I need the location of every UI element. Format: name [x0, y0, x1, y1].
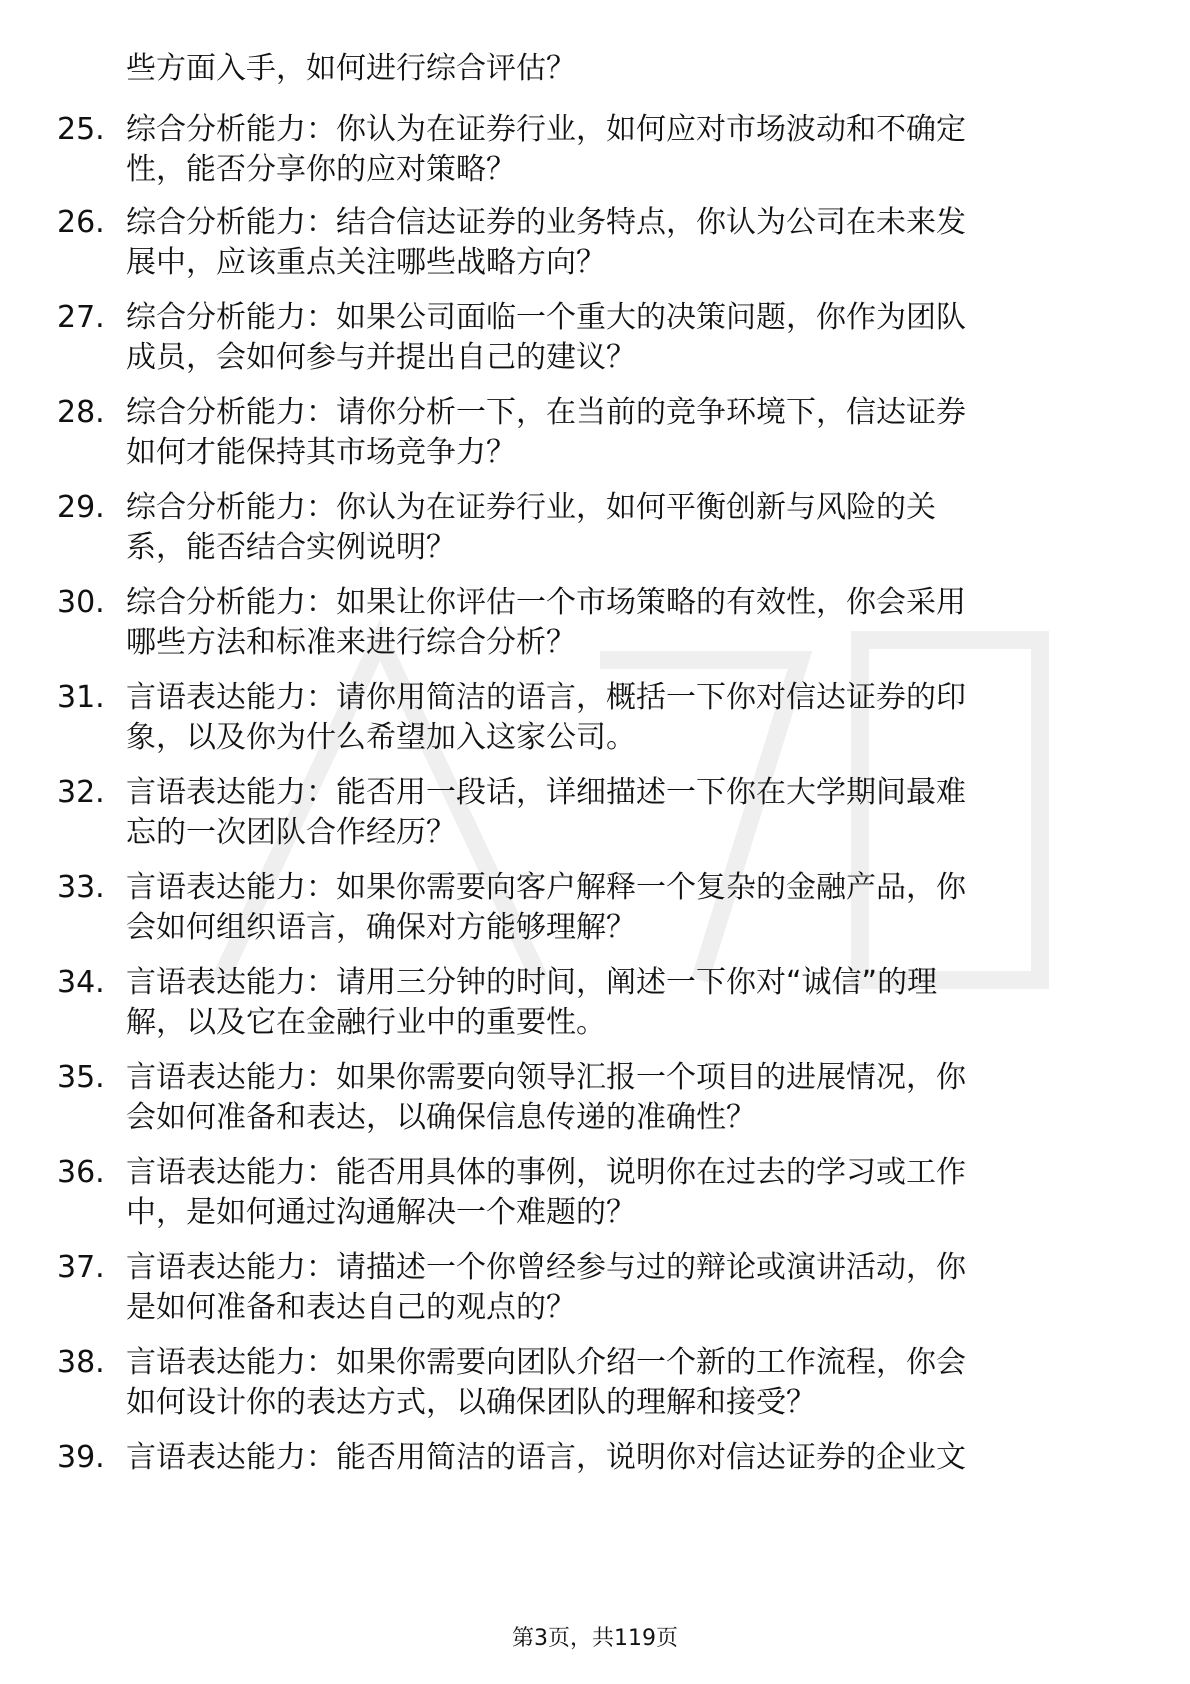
item-text-line: 言语表达能力：能否用一段话，详细描述一下你在大学期间最难	[126, 775, 966, 810]
item-number: 30.	[57, 585, 105, 620]
item-number: 27.	[57, 300, 105, 335]
item-text-line: 中，是如何通过沟通解决一个难题的？	[126, 1195, 636, 1230]
item-text-line: 如何才能保持其市场竞争力？	[126, 435, 516, 470]
item-text-line: 成员，会如何参与并提出自己的建议？	[126, 340, 636, 375]
item-number: 36.	[57, 1155, 105, 1190]
item-number: 34.	[57, 965, 105, 1000]
item-text-line: 综合分析能力：请你分析一下，在当前的竞争环境下，信达证券	[126, 395, 966, 430]
item-text-line: 综合分析能力：如果公司面临一个重大的决策问题，你作为团队	[126, 300, 966, 335]
item-number: 38.	[57, 1345, 105, 1380]
item-number: 26.	[57, 205, 105, 240]
item-number: 31.	[57, 680, 105, 715]
item-number: 25.	[57, 112, 105, 147]
item-text-line: 解，以及它在金融行业中的重要性。	[126, 1005, 606, 1040]
item-number: 33.	[57, 870, 105, 905]
item-text-line: 会如何准备和表达，以确保信息传递的准确性？	[126, 1100, 756, 1135]
item-text-line: 综合分析能力：你认为在证券行业，如何平衡创新与风险的关	[126, 490, 936, 525]
item-text-line: 综合分析能力：你认为在证券行业，如何应对市场波动和不确定	[126, 112, 966, 147]
page-footer: 第3页，共119页	[512, 1626, 678, 1651]
item-number: 32.	[57, 775, 105, 810]
item-text-line: 言语表达能力：请描述一个你曾经参与过的辩论或演讲活动，你	[126, 1250, 966, 1285]
item-text-line: 言语表达能力：请你用简洁的语言，概括一下你对信达证券的印	[126, 680, 966, 715]
item-text-line: 言语表达能力：如果你需要向团队介绍一个新的工作流程，你会	[126, 1345, 966, 1380]
item-text-line: 系，能否结合实例说明？	[126, 530, 456, 565]
item-text-line: 综合分析能力：结合信达证券的业务特点，你认为公司在未来发	[126, 205, 966, 240]
item-number: 39.	[57, 1440, 105, 1475]
continuation-line: 些方面入手，如何进行综合评估？	[126, 51, 576, 86]
item-number: 29.	[57, 490, 105, 525]
item-text-line: 哪些方法和标准来进行综合分析？	[126, 625, 576, 660]
item-text-line: 言语表达能力：如果你需要向领导汇报一个项目的进展情况，你	[126, 1060, 966, 1095]
item-text-line: 言语表达能力：能否用简洁的语言，说明你对信达证券的企业文	[126, 1440, 966, 1475]
item-text-line: 综合分析能力：如果让你评估一个市场策略的有效性，你会采用	[126, 585, 966, 620]
item-text-line: 象，以及你为什么希望加入这家公司。	[126, 720, 636, 755]
item-text-line: 性，能否分享你的应对策略？	[126, 152, 516, 187]
item-text-line: 忘的一次团队合作经历？	[126, 815, 456, 850]
item-number: 28.	[57, 395, 105, 430]
item-text-line: 是如何准备和表达自己的观点的？	[126, 1290, 576, 1325]
item-number: 37.	[57, 1250, 105, 1285]
item-text-line: 言语表达能力：能否用具体的事例，说明你在过去的学习或工作	[126, 1155, 966, 1190]
item-text-line: 言语表达能力：请用三分钟的时间，阐述一下你对“诚信”的理	[126, 965, 938, 1000]
item-text-line: 展中，应该重点关注哪些战略方向？	[126, 245, 606, 280]
item-text-line: 言语表达能力：如果你需要向客户解释一个复杂的金融产品，你	[126, 870, 966, 905]
item-text-line: 如何设计你的表达方式，以确保团队的理解和接受？	[126, 1385, 816, 1420]
item-number: 35.	[57, 1060, 105, 1095]
item-text-line: 会如何组织语言，确保对方能够理解？	[126, 910, 636, 945]
